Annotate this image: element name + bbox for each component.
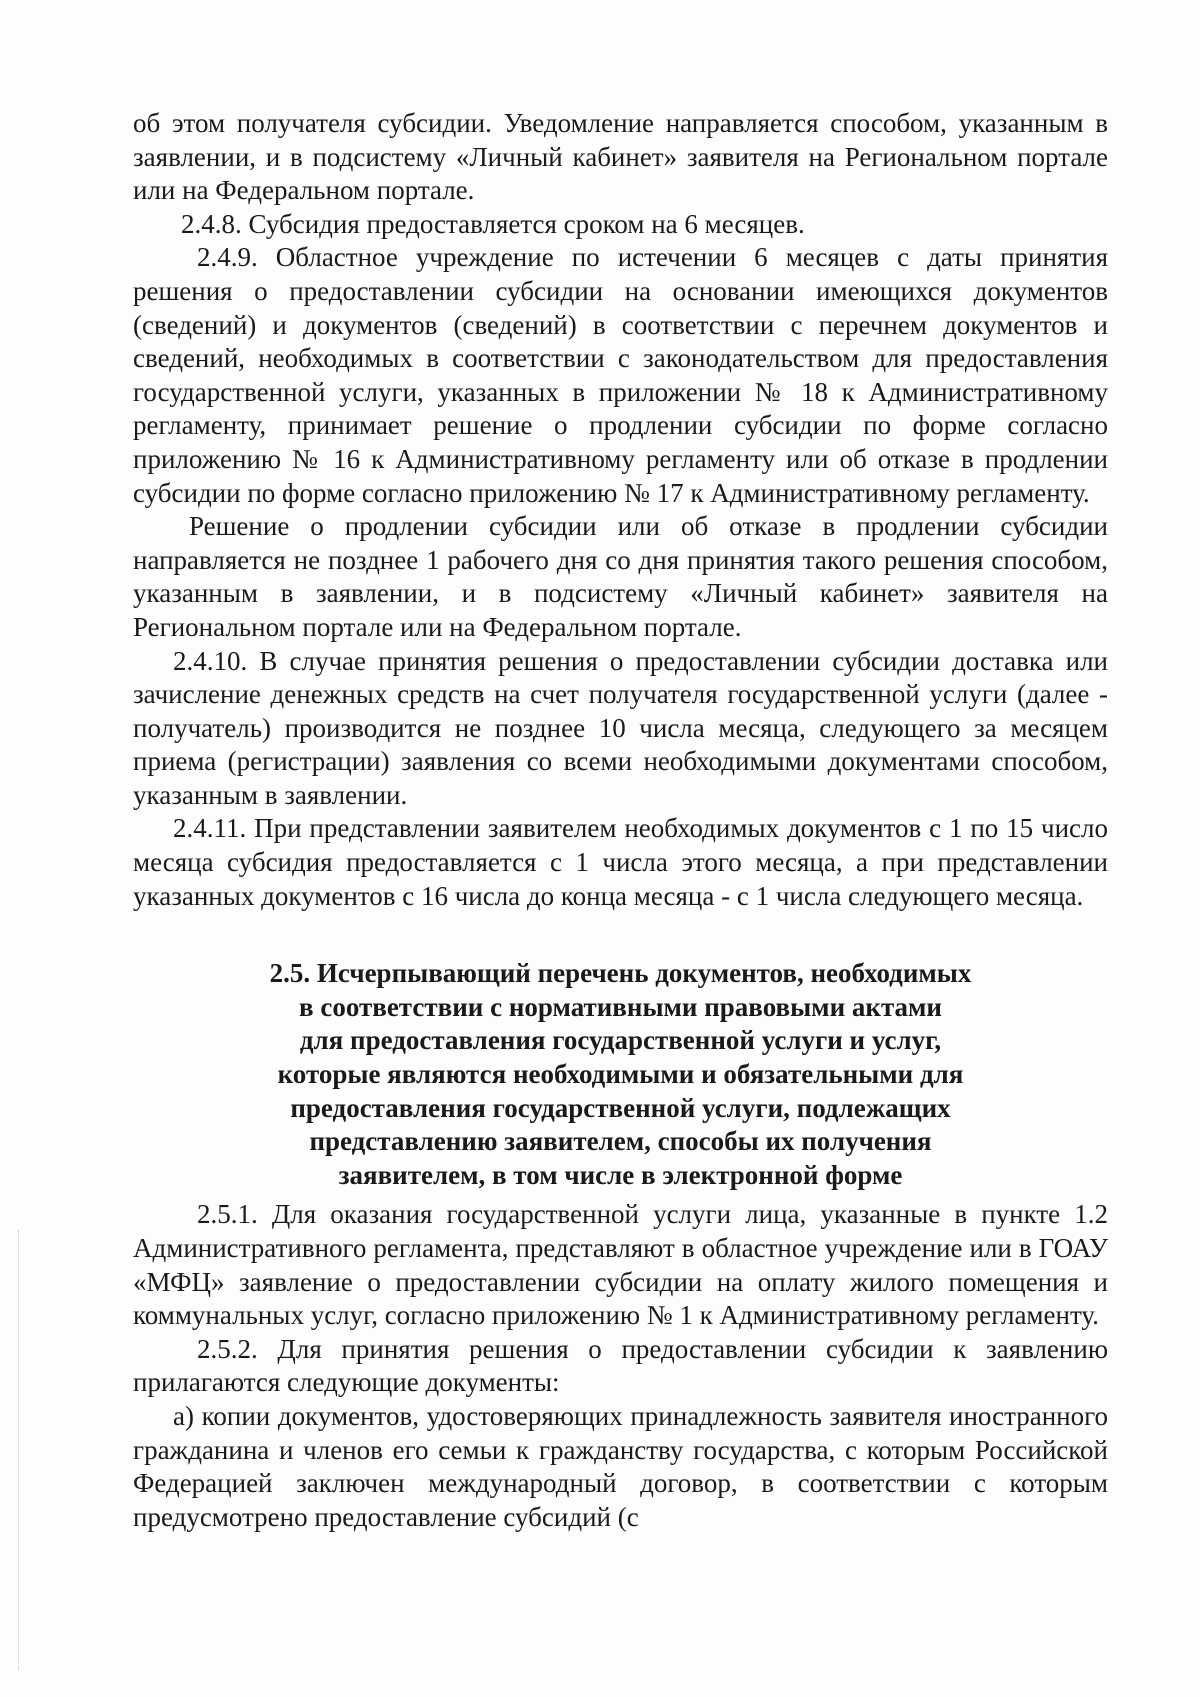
paragraph-2-5-2: 2.5.2. Для принятия решения о предоставлении субсидии к заявлению прилагаются следующие документы: [133, 1333, 1108, 1398]
document-body [133, 107, 1108, 1534]
paragraph-2-4-10: 2.4.10. В случае принятия решения о предоставлении субсидии доставка или зачисление денежных средств на счет получателя государственной услуги (далее - получатель) производится не позднее 10 числа месяца, следующего за месяцем приема (регистрации) заявления со всеми необходимыми документами способом, указанным в заявлении. [133, 645, 1108, 810]
heading-line: которые являются необходимыми и обязательными для [277, 1059, 964, 1090]
heading-line: представлению заявителем, способы их получения [309, 1126, 932, 1157]
paragraph-2-4-11: 2.4.11. При представлении заявителем необходимых документов с 1 по 15 число месяца субсидия предоставляется с 1 числа этого месяца, а при представлении указанных документов с 16 числа до конца месяца - с 1 числа следующего месяца. [133, 813, 1108, 911]
paragraph-2-4-8: 2.4.8. Субсидия предоставляется сроком на 6 месяцев. [181, 208, 805, 239]
paragraph-item-a: а) копии документов, удостоверяющих принадлежность заявителя иностранного гражданина и членов его семьи к гражданству государства, с которым Российской Федерацией заключен международный договор, в соответствии с которым предусмотрено предоставление субсидий (с [133, 1400, 1108, 1532]
heading-line: предоставления государственной услуги, подлежащих [290, 1092, 951, 1123]
paragraph-2-4-9: 2.4.9. Областное учреждение по истечении 6 месяцев с даты принятия решения о предоставлении субсидии на основании имеющихся документов (сведений) и документов (сведений) в соответствии с перечнем документов и сведений, необходимых в соответствии с законодательством для предоставления государственной услуги, указанных в приложении № 18 к Административному регламенту, принимает решение о продлении субсидии по форме согласно приложению № 16 к Административному регламенту или об отказе в продлении субсидии по форме согласно приложению № 17 к Административному регламенту. [133, 242, 1108, 508]
heading-line: 2.5. Исчерпывающий перечень документов, необходимых [269, 958, 972, 989]
heading-line: заявителем, в том числе в электронной форме [338, 1159, 903, 1190]
paragraph-extension-decision: Решение о продлении субсидии или об отказе в продлении субсидии направляется не позднее 1 рабочего дня со дня принятия такого решения способом, указанным в заявлении, и в подсистему «Личный кабинет» заявителя на Региональном портале или на Федеральном портале. [133, 511, 1108, 642]
section-heading-2-5 [231, 957, 1011, 1192]
heading-line: в соответствии с нормативными правовыми актами [299, 991, 942, 1022]
paragraph-notification: об этом получателя субсидии. Уведомление направляется способом, указанным в заявлении, и в подсистему «Личный кабинет» заявителя на Региональном портале или на Федеральном портале. [133, 108, 1108, 206]
scan-edge-marks [18, 1230, 21, 1670]
paragraph-2-5-1: 2.5.1. Для оказания государственной услуги лица, указанные в пункте 1.2 Административного регламента, представляют в областное учреждение или в ГОАУ «МФЦ» заявление о предоставлении субсидии на оплату жилого помещения и коммунальных услуг, согласно приложению № 1 к Административному регламенту. [133, 1199, 1108, 1331]
spacer [133, 913, 1108, 957]
heading-line: для предоставления государственной услуги и услуг, [299, 1025, 942, 1056]
